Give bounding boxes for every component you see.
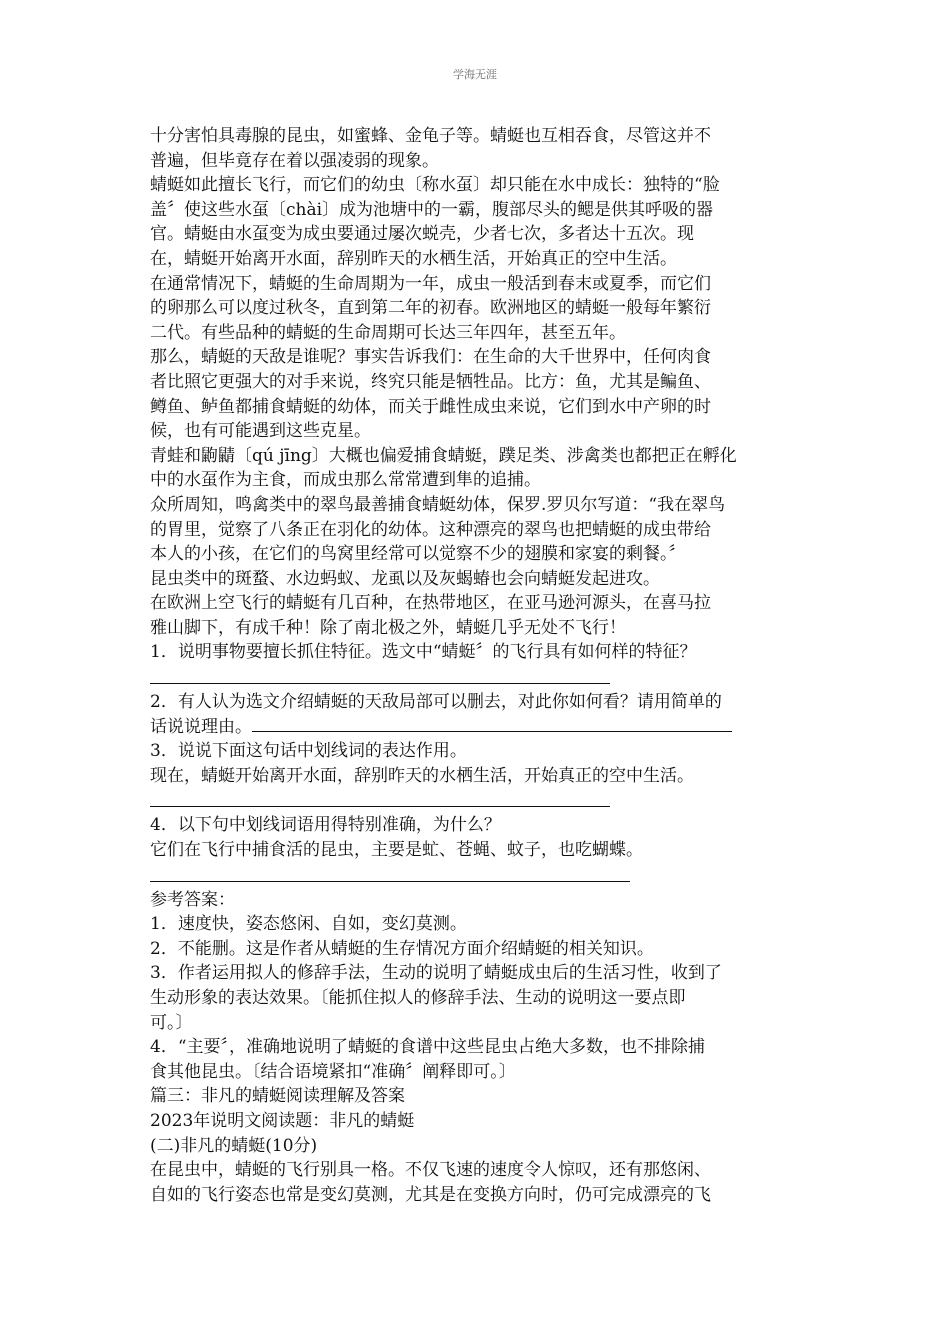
article-line: 的胃里，觉察了八条正在羽化的幼体。这种漂亮的翠鸟也把蜻蜓的成虫带给 [150, 519, 711, 540]
article-line: 在通常情况下，蜻蜓的生命周期为一年，成虫一般活到春末或夏季，而它们 [150, 273, 711, 294]
section-line: 自如的飞行姿态也常是变幻莫测，尤其是在变换方向时，仍可完成漂亮的飞 [150, 1184, 711, 1205]
answer-blank-1[interactable] [150, 665, 610, 684]
answer-3-line-2: 生动形象的表达效果。〔能抓住拟人的修辞手法、生动的说明这一要点即 [150, 988, 686, 1008]
article-line: 二代。有些品种的蜻蜓的生命周期可长达三年四年，甚至五年。 [150, 322, 626, 343]
article-line: 雅山脚下，有成千种！除了南北极之外，蜻蜓几乎无处不飞行！ [150, 617, 626, 638]
question-3-quote: 现在，蜻蜓开始离开水面，辞别昨天的水栖生活，开始真正的空中生活。 [150, 765, 694, 786]
document-body [150, 124, 800, 1207]
answer-blank-2[interactable] [252, 715, 732, 732]
article-line: 青蛙和鼩鼱〔qú jīng〕大概也偏爱捕食蜻蜓，蹼足类、涉禽类也都把正在孵化 [150, 445, 737, 466]
article-line: 本人的小孩，在它们的鸟窝里经常可以觉察不少的翅膜和家宴的剩餐。〞 [150, 544, 686, 565]
section-subtitle: 2023年说明文阅读题：非凡的蜻蜓 [150, 1110, 415, 1131]
answer-3-line-3: 可。〕 [150, 1012, 193, 1033]
article-line: 蜻蜓如此擅长飞行，而它们的幼虫〔称水虿〕却只能在水中成长：独特的“脸 [150, 175, 720, 196]
article-line: 昆虫类中的斑蝥、水边蚂蚁、龙虱以及灰蝎蝽也会向蜻蜓发起进攻。 [150, 568, 660, 589]
answer-3-line-1: 3．作者运用拟人的修辞手法，生动的说明了蜻蜓成虫后的生活习性，收到了 [150, 963, 722, 984]
question-2-line-2 [150, 715, 800, 740]
answer-blank-4[interactable] [150, 863, 630, 882]
article-line: 众所周知，鸣禽类中的翠鸟最善捕食蜻蜓幼体，保罗.罗贝尔写道：“我在翠鸟 [150, 494, 726, 515]
article-line: 的卵那么可以度过秋冬，直到第二年的初春。欧洲地区的蜻蜓一般每年繁衍 [150, 298, 711, 319]
article-line: 盖〞使这些水虿〔chài〕成为池塘中的一霸，腹部尽头的鳃是供其呼吸的器 [150, 199, 714, 220]
article-line: 在欧洲上空飞行的蜻蜓有几百种，在热带地区，在亚马逊河源头，在喜马拉 [150, 593, 711, 614]
question-4-quote: 它们在飞行中捕食活的昆虫，主要是虻、苍蝇、蚊子，也吃蝴蝶。 [150, 840, 643, 861]
answer-4-line-1: 4．“主要〞，准确地说明了蜻蜓的食谱中这些昆虫占绝大多数，也不排除捕 [150, 1037, 706, 1058]
answer-2: 2．不能删。这是作者从蜻蜓的生存情况方面介绍蜻蜓的相关知识。 [150, 938, 654, 959]
article-line: 鳟鱼、鲈鱼都捕食蜻蜓的幼体，而关于雌性成虫来说，它们到水中产卵的时 [150, 396, 711, 417]
article-line: 普遍，但毕竟存在着以强凌弱的现象。 [150, 150, 439, 171]
answers-title: 参考答案： [150, 889, 235, 910]
answer-4-line-2: 食其他昆虫。〔结合语境紧扣“准确〞阐释即可。〕 [150, 1061, 516, 1082]
article-line: 官。蜻蜓由水虿变为成虫要通过屡次蜕壳，少者七次，多者达十五次。现 [150, 224, 694, 245]
article-line: 在，蜻蜓开始离开水面，辞别昨天的水栖生活，开始真正的空中生活。 [150, 248, 677, 269]
article-text [150, 124, 800, 640]
section-title: 篇三：非凡的蜻蜓阅读理解及答案 [150, 1086, 405, 1107]
question-2-text: 话说说理由。 [150, 716, 252, 737]
question-4: 4．以下句中划线词语用得特别准确，为什么？ [150, 815, 501, 836]
section-line: 在昆虫中，蜻蜓的飞行别具一格。不仅飞速的速度令人惊叹，还有那悠闲、 [150, 1160, 711, 1181]
question-3: 3．说说下面这句话中划线词的表达作用。 [150, 741, 467, 762]
section-heading: (二)非凡的蜻蜓(10分) [150, 1135, 318, 1156]
article-line: 十分害怕具毒腺的昆虫，如蜜蜂、金龟子等。蜻蜓也互相吞食，尽管这并不 [150, 126, 711, 146]
article-line: 那么，蜻蜓的天敌是谁呢？事实告诉我们：在生命的大千世界中，任何肉食 [150, 347, 711, 368]
article-line: 中的水虿作为主食，而成虫那么常常遭到隼的追捕。 [150, 470, 541, 491]
answer-1: 1．速度快，姿态悠闲、自如，变幻莫测。 [150, 914, 467, 935]
question-1: 1．说明事物要擅长抓住特征。选文中“蜻蜓〞的飞行具有如何样的特征？ [150, 642, 697, 663]
page-header: 学海无涯 [453, 68, 497, 81]
answer-blank-3[interactable] [150, 788, 610, 807]
article-line: 候，也有可能遇到这些克星。 [150, 421, 371, 442]
article-line: 者比照它更强大的对手来说，终究只能是牺牲品。比方：鱼，尤其是鳊鱼、 [150, 371, 711, 392]
section-body [150, 1158, 800, 1207]
question-2-line-1: 2．有人认为选文介绍蜻蜓的天敌局部可以删去，对此你如何看？请用简单的 [150, 692, 722, 713]
